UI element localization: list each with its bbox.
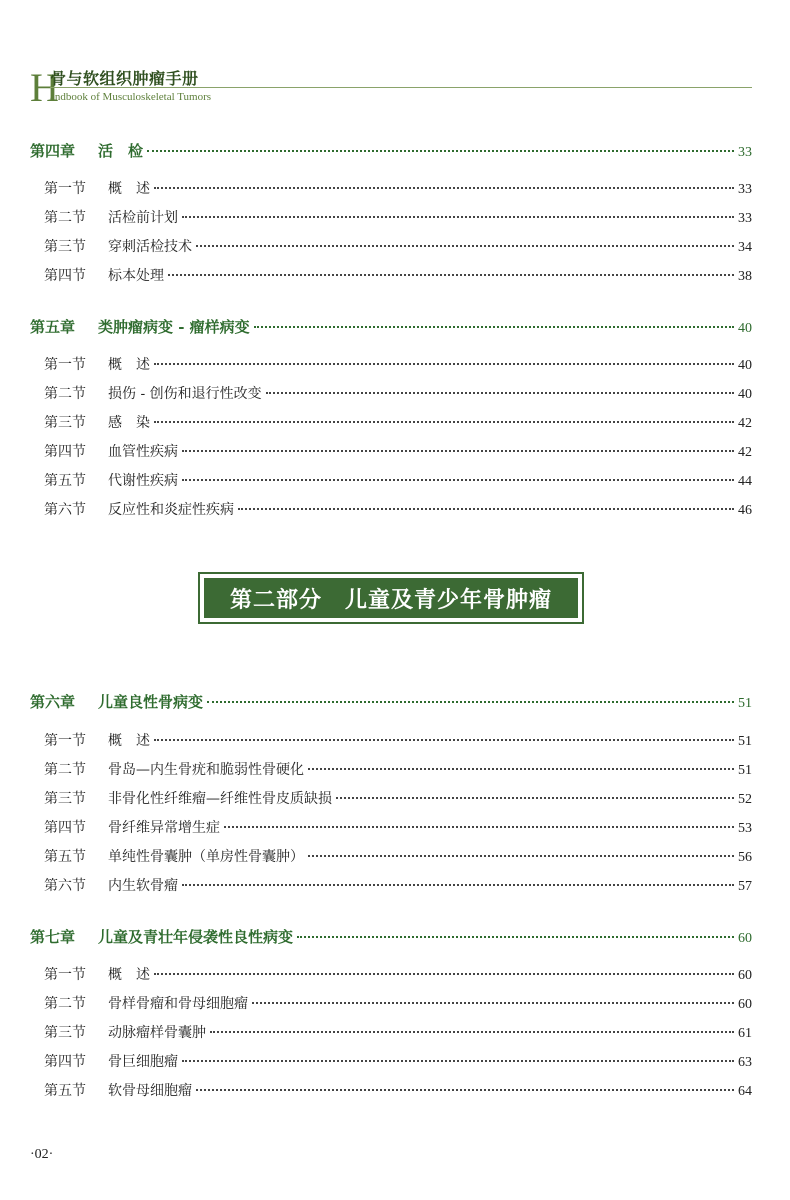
toc-section[interactable] <box>44 788 752 808</box>
chapter-number: 第七章 <box>30 928 76 946</box>
toc-section[interactable] <box>44 1080 752 1100</box>
section-title: 动脉瘤样骨囊肿 <box>108 1025 206 1041</box>
section-number: 第六节 <box>44 878 86 894</box>
section-number: 第四节 <box>44 820 86 836</box>
section-title: 概 述 <box>108 733 150 749</box>
chapter-number: 第五章 <box>30 318 76 336</box>
dot-leader <box>182 479 734 481</box>
page-ref: 46 <box>738 503 752 518</box>
page-ref: 44 <box>738 474 752 489</box>
section-number: 第一节 <box>44 357 86 373</box>
page-ref: 60 <box>738 997 752 1012</box>
toc-chapter-4[interactable] <box>30 140 752 161</box>
dot-leader <box>182 1060 734 1062</box>
section-title: 骨巨细胞瘤 <box>108 1054 178 1070</box>
section-title: 概 述 <box>108 967 150 983</box>
page-ref: 40 <box>738 321 752 336</box>
part-two-banner <box>198 572 584 624</box>
chapter-number: 第四章 <box>30 142 76 160</box>
toc-section[interactable] <box>44 846 752 866</box>
part-two-title: 第二部分 儿童及青少年骨肿瘤 <box>204 578 578 618</box>
page-ref: 51 <box>738 763 752 778</box>
toc-section[interactable] <box>44 470 752 490</box>
header-initial-letter: H <box>30 65 59 110</box>
section-number: 第五节 <box>44 849 86 865</box>
dot-leader <box>154 421 734 423</box>
toc-section[interactable] <box>44 412 752 432</box>
section-title: 骨样骨瘤和骨母细胞瘤 <box>108 996 248 1012</box>
dot-leader <box>154 739 734 741</box>
dot-leader <box>252 1002 734 1004</box>
section-title: 代谢性疾病 <box>108 473 178 489</box>
section-title: 标本处理 <box>108 268 164 284</box>
dot-leader <box>254 326 734 328</box>
dot-leader <box>182 216 734 218</box>
dot-leader <box>308 855 734 857</box>
page-ref: 42 <box>738 416 752 431</box>
section-title: 活检前计划 <box>108 210 178 226</box>
toc-section[interactable] <box>44 1022 752 1042</box>
toc-section[interactable] <box>44 178 752 198</box>
section-title: 骨岛—内生骨疣和脆弱性骨硬化 <box>108 762 304 778</box>
page-ref: 61 <box>738 1026 752 1041</box>
running-header <box>30 62 752 110</box>
chapter-number: 第六章 <box>30 693 76 711</box>
page-ref: 52 <box>738 792 752 807</box>
section-number: 第二节 <box>44 210 86 226</box>
toc-section[interactable] <box>44 207 752 227</box>
toc-section[interactable] <box>44 441 752 461</box>
page-ref: 51 <box>738 734 752 749</box>
page-ref: 33 <box>738 182 752 197</box>
page-ref: 63 <box>738 1055 752 1070</box>
section-number: 第五节 <box>44 473 86 489</box>
dot-leader <box>147 150 734 152</box>
page-ref: 33 <box>738 145 752 160</box>
toc-section[interactable] <box>44 993 752 1013</box>
dot-leader <box>238 508 734 510</box>
section-title: 反应性和炎症性疾病 <box>108 502 234 518</box>
section-title: 单纯性骨囊肿（单房性骨囊肿） <box>108 849 304 865</box>
toc-chapter-5[interactable] <box>30 316 752 337</box>
dot-leader <box>182 450 734 452</box>
toc-section[interactable] <box>44 730 752 750</box>
toc-section[interactable] <box>44 1051 752 1071</box>
section-title: 血管性疾病 <box>108 444 178 460</box>
section-number: 第二节 <box>44 762 86 778</box>
section-title: 骨纤维异常增生症 <box>108 820 220 836</box>
page-ref: 38 <box>738 269 752 284</box>
page-ref: 33 <box>738 211 752 226</box>
section-number: 第四节 <box>44 444 86 460</box>
dot-leader <box>224 826 734 828</box>
section-title: 概 述 <box>108 357 150 373</box>
page-ref: 53 <box>738 821 752 836</box>
dot-leader <box>154 187 734 189</box>
dot-leader <box>196 1089 734 1091</box>
dot-leader <box>154 363 734 365</box>
section-number: 第五节 <box>44 1083 86 1099</box>
dot-leader <box>336 797 734 799</box>
section-title: 软骨母细胞瘤 <box>108 1083 192 1099</box>
header-title-cn: 骨与软组织肿瘤手册 <box>50 69 199 88</box>
toc-section[interactable] <box>44 817 752 837</box>
page-ref: 34 <box>738 240 752 255</box>
header-rule <box>50 87 752 88</box>
section-title: 内生软骨瘤 <box>108 878 178 894</box>
chapter-title: 类肿瘤病变 - 瘤样病变 <box>98 318 250 336</box>
section-number: 第三节 <box>44 239 86 255</box>
toc-chapter-7[interactable] <box>30 926 752 947</box>
page-ref: 57 <box>738 879 752 894</box>
dot-leader <box>154 973 734 975</box>
toc-section[interactable] <box>44 759 752 779</box>
section-title: 非骨化性纤维瘤—纤维性骨皮质缺损 <box>108 791 332 807</box>
dot-leader <box>266 392 734 394</box>
dot-leader <box>297 936 734 938</box>
section-title: 穿刺活检技术 <box>108 239 192 255</box>
toc-section[interactable] <box>44 383 752 403</box>
page-ref: 60 <box>738 968 752 983</box>
section-number: 第四节 <box>44 268 86 284</box>
header-title-en: andbook of Musculoskeletal Tumors <box>50 91 212 103</box>
section-number: 第二节 <box>44 386 86 402</box>
toc-section[interactable] <box>44 354 752 374</box>
section-title: 感 染 <box>108 415 150 431</box>
chapter-title: 活 检 <box>98 142 144 160</box>
section-number: 第一节 <box>44 967 86 983</box>
page-ref: 60 <box>738 931 752 946</box>
page-ref: 56 <box>738 850 752 865</box>
toc-section[interactable] <box>44 236 752 256</box>
section-number: 第一节 <box>44 181 86 197</box>
toc-section[interactable] <box>44 265 752 285</box>
page-number: ·02· <box>30 1147 54 1162</box>
section-number: 第三节 <box>44 791 86 807</box>
section-title: 概 述 <box>108 181 150 197</box>
section-number: 第三节 <box>44 415 86 431</box>
chapter-title: 儿童及青壮年侵袭性良性病变 <box>98 928 294 946</box>
toc-section[interactable] <box>44 964 752 984</box>
toc-section[interactable] <box>44 499 752 519</box>
section-number: 第三节 <box>44 1025 86 1041</box>
dot-leader <box>182 884 734 886</box>
dot-leader <box>207 701 734 703</box>
page-ref: 40 <box>738 358 752 373</box>
chapter-title: 儿童良性骨病变 <box>98 693 204 711</box>
toc-section[interactable] <box>44 875 752 895</box>
section-number: 第一节 <box>44 733 86 749</box>
page-ref: 40 <box>738 387 752 402</box>
section-number: 第四节 <box>44 1054 86 1070</box>
dot-leader <box>308 768 734 770</box>
section-number: 第二节 <box>44 996 86 1012</box>
page-ref: 42 <box>738 445 752 460</box>
dot-leader <box>196 245 734 247</box>
section-number: 第六节 <box>44 502 86 518</box>
dot-leader <box>168 274 734 276</box>
page-ref: 51 <box>738 696 752 711</box>
section-title: 损伤 - 创伤和退行性改变 <box>108 386 262 402</box>
toc-chapter-6[interactable] <box>30 691 752 712</box>
dot-leader <box>210 1031 734 1033</box>
page-ref: 64 <box>738 1084 752 1099</box>
